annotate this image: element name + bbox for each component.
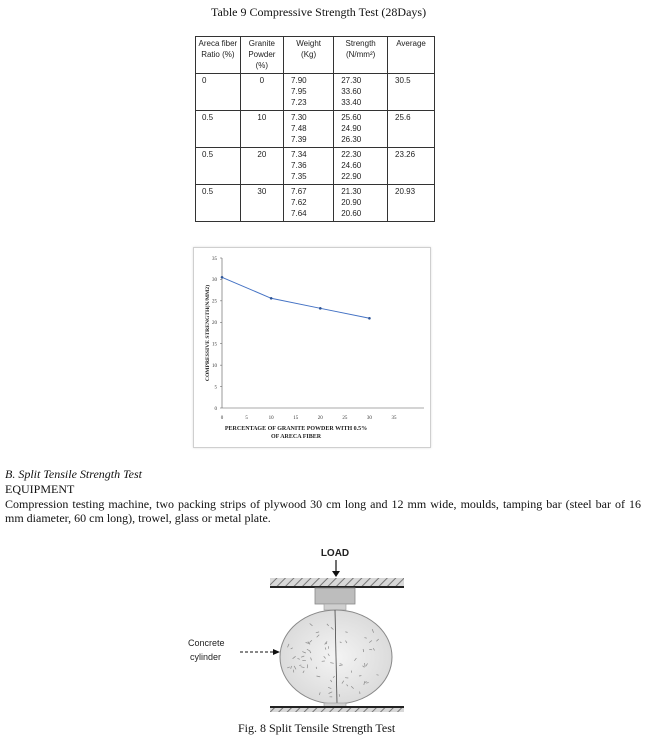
cell-fiber: 0.5 bbox=[196, 185, 241, 222]
y-tick-label: 5 bbox=[214, 385, 217, 391]
x-tick-label: 35 bbox=[391, 416, 397, 421]
data-point bbox=[368, 317, 371, 320]
chart-frame bbox=[193, 247, 431, 448]
cell-weights: 7.34 7.36 7.35 bbox=[284, 148, 334, 185]
cell-weights: 7.30 7.48 7.39 bbox=[284, 111, 334, 148]
section-heading: B. Split Tensile Strength Test bbox=[5, 467, 143, 481]
compressive-strength-table bbox=[195, 36, 435, 222]
cell-average: 23.26 bbox=[388, 148, 435, 185]
x-tick-label: 30 bbox=[366, 416, 372, 421]
compressive-strength-chart bbox=[194, 248, 430, 447]
cell-granite: 0 bbox=[240, 74, 283, 111]
chart-series bbox=[221, 276, 371, 320]
cell-average: 20.93 bbox=[388, 185, 435, 222]
table-row bbox=[196, 148, 435, 185]
table-row bbox=[196, 74, 435, 111]
header-fiber-ratio: Areca fiber Ratio (%) bbox=[196, 37, 241, 74]
top-packing-strip bbox=[324, 604, 346, 610]
figure-caption: Fig. 8 Split Tensile Strength Test bbox=[238, 721, 396, 735]
equipment-paragraph: Compression testing machine, two packing strips of plywood 30 cm long and 12 mm wide, moulds, tamping bar (steel bar of 16 mm diameter, 60 cm long), trowel, glass or metal plate. bbox=[5, 497, 641, 525]
y-tick-label: 10 bbox=[212, 363, 217, 369]
equipment-label: EQUIPMENT bbox=[5, 482, 75, 496]
cell-granite: 20 bbox=[240, 148, 283, 185]
cell-granite: 10 bbox=[240, 111, 283, 148]
cell-strengths: 27.30 33.60 33.40 bbox=[334, 74, 388, 111]
aggregate-speck bbox=[326, 641, 327, 644]
cylinder-label-line-2: cylinder bbox=[190, 652, 222, 662]
x-tick-labels bbox=[221, 416, 397, 421]
cell-fiber: 0.5 bbox=[196, 148, 241, 185]
cylinder-label-line-1: Concrete bbox=[188, 638, 225, 648]
y-tick-labels bbox=[212, 257, 222, 412]
cell-weights: 7.90 7.95 7.23 bbox=[284, 74, 334, 111]
y-tick-label: 30 bbox=[212, 278, 217, 284]
aggregate-speck bbox=[293, 670, 294, 673]
header-average: Average bbox=[388, 37, 435, 74]
header-weight: Weight (Kg) bbox=[284, 37, 334, 74]
header-strength: Strength (N/mm²) bbox=[334, 37, 388, 74]
y-axis-label: COMPRESSIVE STRENGTH(N/MM2) bbox=[205, 284, 211, 382]
load-label: LOAD bbox=[320, 548, 350, 559]
split-tensile-diagram bbox=[170, 540, 470, 712]
y-tick-label: 25 bbox=[212, 299, 217, 305]
x-tick-label: 25 bbox=[342, 416, 348, 421]
cell-fiber: 0 bbox=[196, 74, 241, 111]
x-tick-label: 20 bbox=[317, 416, 323, 421]
y-tick-label: 0 bbox=[214, 406, 217, 412]
cell-strengths: 25.60 24.90 26.30 bbox=[334, 111, 388, 148]
bottom-plate bbox=[270, 708, 404, 712]
aggregate-speck bbox=[307, 664, 308, 668]
top-loading-block bbox=[315, 588, 355, 604]
pointer-arrow-icon bbox=[240, 649, 280, 655]
y-tick-label: 20 bbox=[212, 321, 217, 327]
cell-strengths: 22.30 24.60 22.90 bbox=[334, 148, 388, 185]
top-plate bbox=[270, 578, 404, 587]
cell-fiber: 0.5 bbox=[196, 111, 241, 148]
header-granite-powder: Granite Powder (%) bbox=[240, 37, 283, 74]
series-line bbox=[222, 277, 369, 318]
table-row bbox=[196, 185, 435, 222]
load-arrow-icon bbox=[332, 560, 340, 577]
cell-average: 30.5 bbox=[388, 74, 435, 111]
y-tick-label: 15 bbox=[212, 342, 217, 348]
x-tick-label: 10 bbox=[268, 416, 274, 421]
x-tick-label: 5 bbox=[245, 416, 248, 421]
data-point bbox=[319, 307, 322, 310]
data-point bbox=[270, 297, 273, 300]
aggregate-speck bbox=[377, 675, 379, 676]
x-tick-label: 15 bbox=[293, 416, 299, 421]
chart-axes bbox=[222, 258, 424, 408]
cell-weights: 7.67 7.62 7.64 bbox=[284, 185, 334, 222]
aggregate-speck bbox=[340, 664, 342, 665]
x-axis-label-line-1: PERCENTAGE OF GRANITE POWDER WITH 0.5% bbox=[224, 426, 368, 432]
cell-granite: 30 bbox=[240, 185, 283, 222]
table-row bbox=[196, 111, 435, 148]
cell-strengths: 21.30 20.90 20.60 bbox=[334, 185, 388, 222]
data-point bbox=[221, 276, 224, 279]
x-tick-label: 0 bbox=[220, 416, 224, 421]
table-caption: Table 9 Compressive Strength Test (28Days) bbox=[211, 5, 427, 19]
table-header-row bbox=[196, 37, 435, 74]
cell-average: 25.6 bbox=[388, 111, 435, 148]
x-axis-label-line-2: OF ARECA FIBER bbox=[270, 434, 322, 440]
y-tick-label: 35 bbox=[212, 256, 217, 262]
